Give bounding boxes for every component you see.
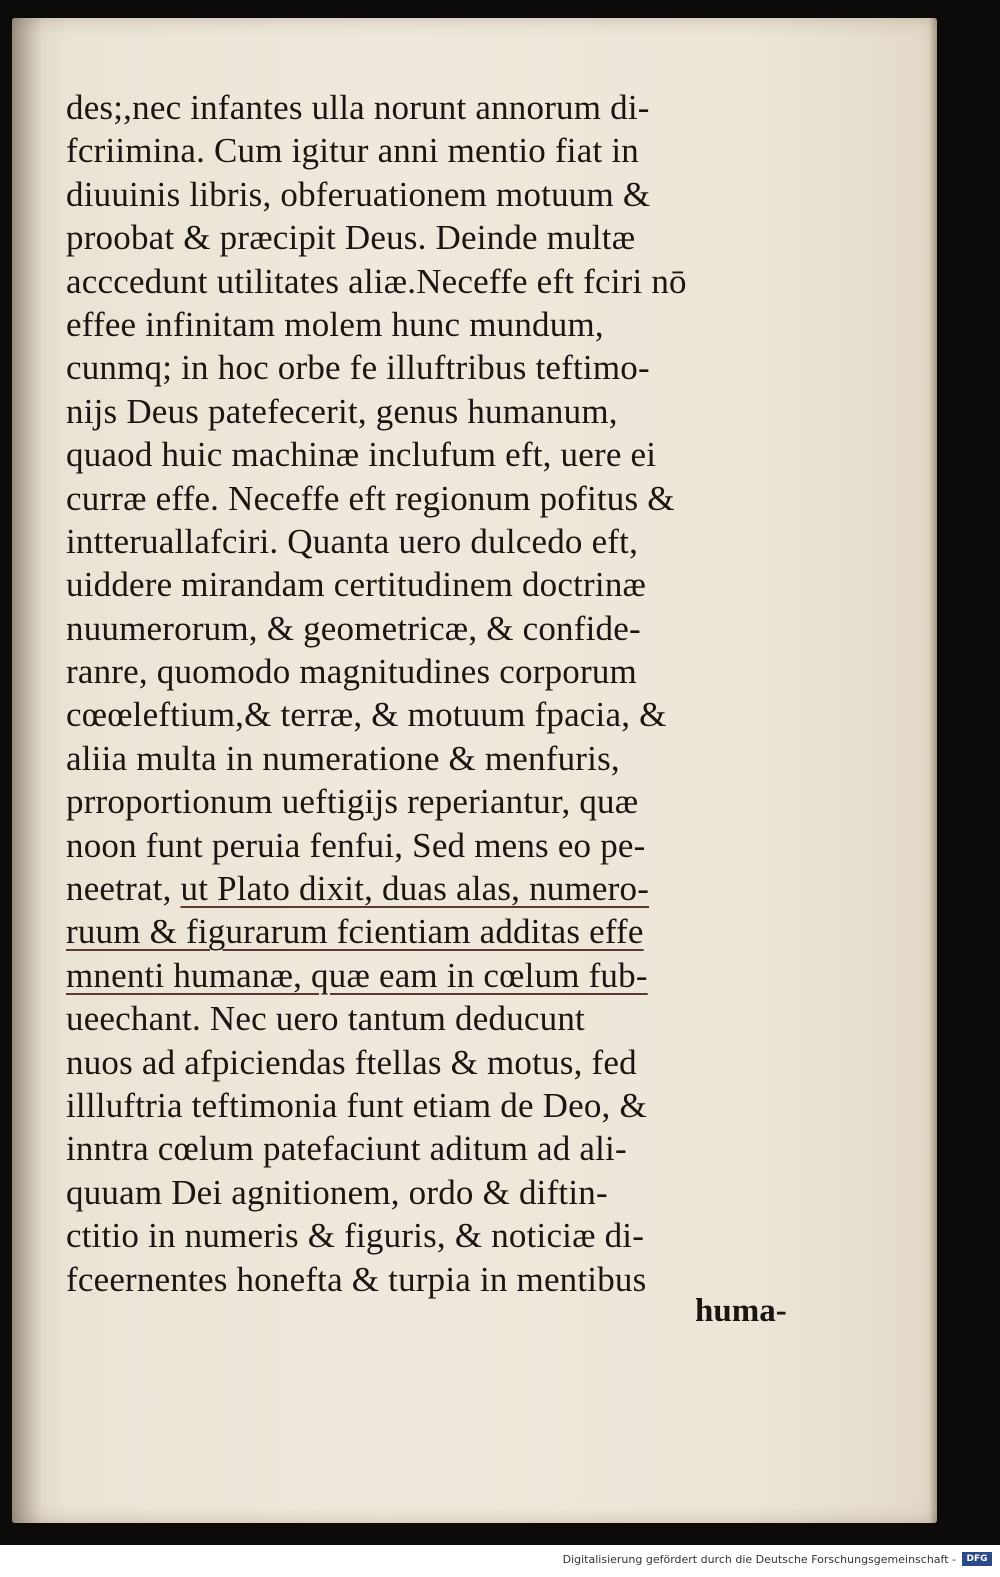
text-line: quaod huic machinæ inclufum eft, uere ei xyxy=(66,435,657,475)
text-line: inntra cœlum patefaciunt aditum ad ali- xyxy=(66,1129,627,1169)
text-line: cunmq; in hoc orbe fe illuftribus teftimo- xyxy=(66,348,650,388)
text-line: uiddere mirandam certitudinem doctrinæ xyxy=(66,565,647,605)
text-line: nuos ad afpiciendas ftellas & motus, fed xyxy=(66,1042,637,1082)
text-underlined-segment: ut Plato dixit, duas alas, numero- xyxy=(180,869,650,909)
text-line: nijs Deus patefecerit, genus humanum, xyxy=(66,391,618,431)
text-line: fcriimina. Cum igitur anni mentio fiat in xyxy=(66,131,639,171)
book-page xyxy=(12,18,937,1523)
text-line: prroportionum ueftigijs reperiantur, quæ xyxy=(66,782,639,822)
text-line: ctitio in numeris & figuris, & noticiæ di- xyxy=(66,1216,645,1256)
text-line: diuuinis libris, obferuationem motuum & xyxy=(66,174,651,214)
text-line: acccedunt utilitates aliæ.Neceffe eft fciri nō xyxy=(66,261,687,301)
text-line: nuumerorum, & geometricæ, & confide- xyxy=(66,608,641,648)
text-line: fceernentes honefta & turpia in mentibus xyxy=(66,1259,647,1299)
footer-bar xyxy=(0,1545,1000,1577)
text-plain-segment: neetrat, xyxy=(66,869,181,909)
text-line: aliia multa in numeratione & menfuris, xyxy=(66,738,620,778)
catchword: huma- xyxy=(695,1293,787,1329)
text-line: noon funt peruia fenfui, Sed mens eo pe- xyxy=(66,825,646,865)
text-line: effee infinitam molem hunc mundum, xyxy=(66,304,604,344)
page-edge-shadow xyxy=(929,18,937,1523)
text-line: quuam Dei agnitionem, ordo & diftin- xyxy=(66,1172,608,1212)
text-line: des;,nec infantes ulla norunt annorum di- xyxy=(66,88,650,127)
page-gutter-shadow xyxy=(12,18,42,1523)
text-line: cœœleftium,& terræ, & motuum fpacia, & xyxy=(66,695,667,735)
text-line-underlined: mnenti humanæ, quæ eam in cœlum fub- xyxy=(66,955,648,995)
dfg-logo: DFG xyxy=(962,1552,992,1566)
text-line: proobat & præcipit Deus. Deinde multæ xyxy=(66,218,636,258)
text-line: ranre, quomodo magnitudines corporum xyxy=(66,652,637,692)
funding-credit: Digitalisierung gefördert durch die Deutsche Forschungsgemeinschaft - xyxy=(562,1553,956,1566)
text-line-underlined: ruum & figurarum fcientiam additas effe xyxy=(66,912,644,952)
text-line: intteruallafciri. Quanta uero dulcedo eft, xyxy=(66,521,639,561)
text-line: ueechant. Nec uero tantum deducunt xyxy=(66,999,585,1039)
text-line-underlined xyxy=(66,867,806,910)
text-line: curræ effe. Neceffe eft regionum pofitus & xyxy=(66,478,675,518)
text-line: illluftria teftimonia funt etiam de Deo, & xyxy=(66,1085,647,1125)
page-text-block xyxy=(66,86,806,1301)
